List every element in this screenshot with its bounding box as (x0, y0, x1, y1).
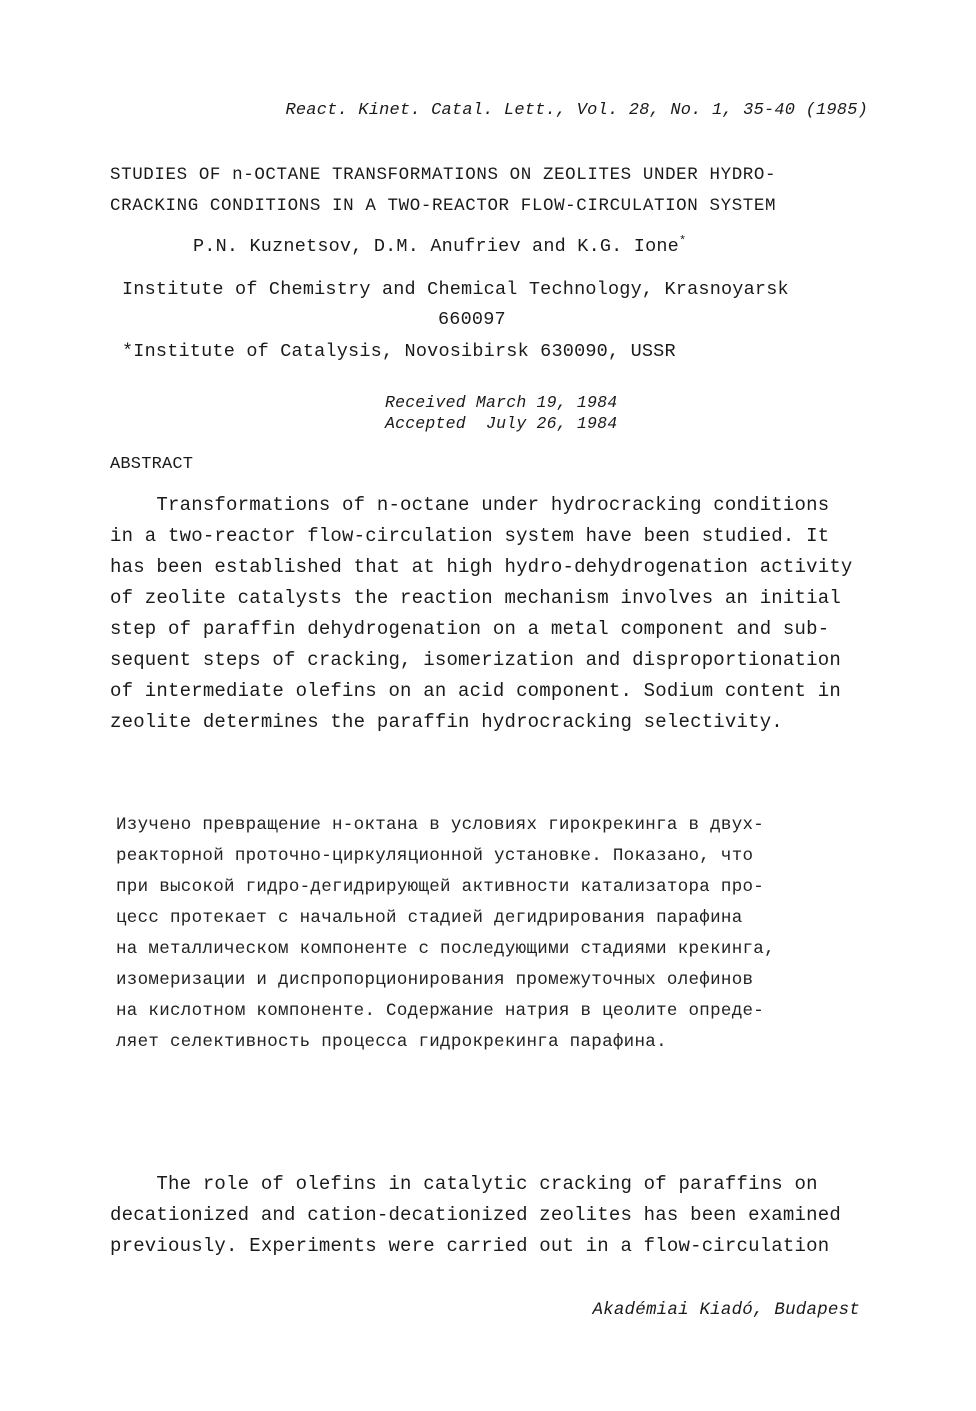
russian-abstract-line: цесс протекает с начальной стадией дегидрирования парафина (116, 908, 743, 928)
title-line-1: STUDIES OF n-OCTANE TRANSFORMATIONS ON ZEOLITES UNDER HYDRO- (110, 165, 777, 185)
abstract-line: zeolite determines the paraffin hydrocracking selectivity. (110, 711, 783, 733)
abstract-line: in a two-reactor flow-circulation system have been studied. It (110, 525, 830, 547)
abstract-line: Transformations of n-octane under hydrocracking conditions (110, 494, 830, 516)
title-line-2: CRACKING CONDITIONS IN A TWO-REACTOR FLOW-CIRCULATION SYSTEM (110, 196, 777, 216)
russian-abstract-line: Изучено превращение н-октана в условиях гирокрекинга в двух- (116, 815, 765, 835)
russian-abstract-line: на металлическом компоненте с последующими стадиями крекинга, (116, 939, 775, 959)
publisher-footer: Akadémiai Kiadó, Budapest (592, 1300, 860, 1320)
affiliation-line-2: 660097 (438, 309, 506, 330)
abstract-line: of zeolite catalysts the reaction mechanism involves an initial (110, 587, 841, 609)
russian-abstract-line: изомеризации и диспропорционирования промежуточных олефинов (116, 970, 754, 990)
journal-citation: React. Kinet. Catal. Lett., Vol. 28, No. 1, 35-40 (1985) (285, 101, 868, 120)
affiliation-line-3: *Institute of Catalysis, Novosibirsk 630090, USSR (122, 341, 676, 362)
intro-line: decationized and cation-decationized zeolites has been examined (110, 1204, 841, 1226)
russian-abstract-line: при высокой гидро-дегидрирующей активности катализатора про- (116, 877, 765, 897)
authors (193, 233, 687, 258)
russian-abstract-line: реакторной проточно-циркуляционной установке. Показано, что (116, 846, 754, 866)
received-date: Received March 19, 1984 (385, 393, 618, 412)
affiliation-line-1: Institute of Chemistry and Chemical Technology, Krasnoyarsk (122, 279, 789, 300)
abstract-line: sequent steps of cracking, isomerization and disproportionation (110, 649, 841, 671)
abstract-line: of intermediate olefins on an acid component. Sodium content in (110, 680, 841, 702)
russian-abstract-line: на кислотном компоненте. Содержание натрия в цеолите опреде- (116, 1001, 765, 1021)
accepted-date: Accepted July 26, 1984 (385, 414, 618, 433)
intro-line: previously. Experiments were carried out in a flow-circulation (110, 1235, 830, 1257)
authors-names: P.N. Kuznetsov, D.M. Anufriev and K.G. Ione (193, 236, 679, 257)
authors-asterisk: * (678, 233, 687, 248)
intro-line: The role of olefins in catalytic cracking of paraffins on (110, 1173, 818, 1195)
russian-abstract-line: ляет селективность процесса гидрокрекинга парафина. (116, 1032, 667, 1052)
abstract-heading: ABSTRACT (110, 455, 194, 474)
abstract-line: step of paraffin dehydrogenation on a metal component and sub- (110, 618, 830, 640)
abstract-line: has been established that at high hydro-dehydrogenation activity (110, 556, 853, 578)
